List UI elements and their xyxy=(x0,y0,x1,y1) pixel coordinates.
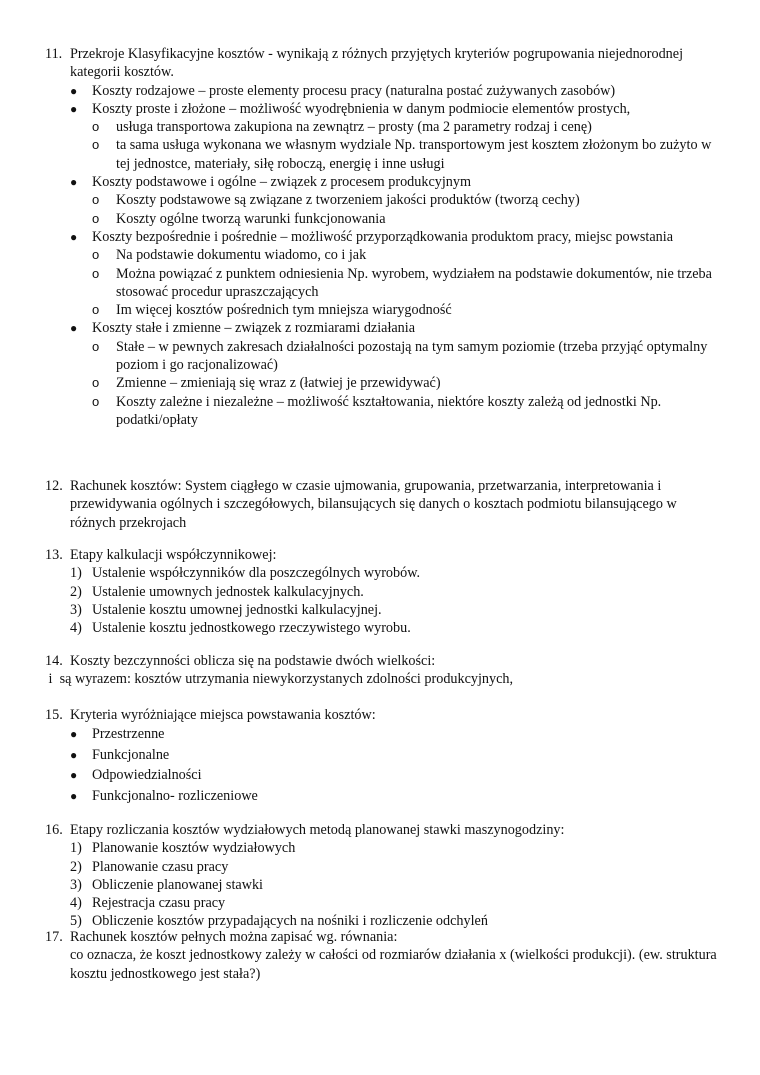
sub-bullet-marker: o xyxy=(92,302,100,318)
list-item-text: Koszty rodzajowe – proste elementy procesu pracy (naturalna postać zużywanych zasobów) xyxy=(92,82,616,99)
sub-list-item-text: Można powiązać z punktem odniesienia Np. wyrobem, wydziałem na podstawie dokumentów, nie trzeba stosować procedur upraszczających xyxy=(116,265,712,300)
section-number: 17. xyxy=(45,929,63,945)
sub-bullet-marker: o xyxy=(92,119,100,135)
list-item xyxy=(0,876,712,894)
sub-list-item-text: Koszty zależne i niezależne – możliwość kształtowania, niektóre koszty zależą od jednostki Np. podatki/opłaty xyxy=(116,393,662,428)
list-item-text: Funkcjonalne xyxy=(92,746,170,763)
sub-bullet-marker: o xyxy=(92,210,100,226)
section-15 xyxy=(0,706,760,806)
bullet-marker: ● xyxy=(70,727,78,742)
bullet-marker: ● xyxy=(70,229,78,244)
sub-list-item-text: Im więcej kosztów pośrednich tym mniejsza wiarygodność xyxy=(116,302,452,319)
list-number: 1) xyxy=(70,840,82,857)
list-number: 3) xyxy=(70,601,82,618)
sub-list-item xyxy=(0,191,716,209)
list-item-text: Koszty podstawowe i ogólne – związek z procesem produkcyjnym xyxy=(92,174,472,191)
list-item xyxy=(0,601,712,619)
section-number: 14. xyxy=(45,653,63,669)
section-text: co oznacza, że koszt jednostkowy zależy w całości od rozmiarów działania x (wielkości produkcji). (ew. struktura kosztu jednostkowego jest stała?) xyxy=(70,947,717,982)
section-title: Przekroje Klasyfikacyjne kosztów - wynikają z różnych przyjętych kryteriów pogrupowania niejednorodnej kategorii kosztów. xyxy=(70,46,684,81)
section-13 xyxy=(0,546,760,637)
section-title: Etapy kalkulacji współczynnikowej: xyxy=(70,547,277,563)
bullet-list xyxy=(0,724,760,806)
list-item-text: Ustalenie kosztu jednostkowego rzeczywistego wyrobu. xyxy=(92,620,411,637)
sub-list-item-text: Zmienne – zmieniają się wraz z (łatwiej je przewidywać) xyxy=(116,375,441,392)
sub-list-item-text: Koszty podstawowe są związane z tworzeniem jakości produktów (tworzą cechy) xyxy=(116,192,580,209)
list-item-text: Koszty stałe i zmienne – związek z rozmiarami działania xyxy=(92,320,416,337)
list-number: 2) xyxy=(70,858,82,875)
list-number: 5) xyxy=(70,913,82,930)
sub-list-item xyxy=(0,118,716,136)
sub-bullet-marker: o xyxy=(92,137,100,153)
section-14 xyxy=(0,652,760,689)
list-item xyxy=(0,894,712,912)
list-item-text: Koszty bezpośrednie i pośrednie – możliwość przyporządkowania produktom pracy, miejsc powstania xyxy=(92,228,673,245)
sub-bullet-marker: o xyxy=(92,192,100,208)
section-text: Rachunek kosztów: System ciągłego w czasie ujmowania, grupowania, przetwarzania, interpretowania i przewidywania ogólnych i szczegółowych, bilansujących się danych o kosztach podmiotu bilansującego w różnych przekrojach xyxy=(70,478,677,531)
list-number: 4) xyxy=(70,620,82,637)
list-number: 3) xyxy=(70,876,82,893)
sub-bullet-marker: o xyxy=(92,393,100,409)
section-11 xyxy=(0,45,760,429)
list-item xyxy=(0,228,712,246)
bullet-marker: ● xyxy=(70,83,78,98)
section-title: Kryteria wyróżniające miejsca powstawania kosztów: xyxy=(70,707,376,723)
sub-list-item xyxy=(0,338,716,375)
sub-list-item xyxy=(0,136,716,173)
sub-list-item xyxy=(0,393,716,430)
bullet-list xyxy=(0,82,760,430)
sub-list-item-text: Stałe – w pewnych zakresach działalności pozostają na tym samym poziomie (trzeba przyjąć optymalny poziom i go racjonalizować) xyxy=(116,338,708,374)
list-item-text: Obliczenie planowanej stawki xyxy=(92,876,263,893)
section-16 xyxy=(0,821,760,931)
numbered-list xyxy=(0,564,760,637)
list-item-text: Obliczenie kosztów przypadających na nośniki i rozliczenie odchyleń xyxy=(92,913,488,930)
list-item xyxy=(0,583,712,601)
list-item-text: Rejestracja czasu pracy xyxy=(92,895,226,912)
bullet-marker: ● xyxy=(70,768,78,783)
list-item xyxy=(0,82,712,100)
bullet-marker: ● xyxy=(70,747,78,762)
list-item xyxy=(0,765,712,786)
list-number: 4) xyxy=(70,895,82,912)
numbered-list xyxy=(0,839,760,930)
sub-list-item xyxy=(0,374,716,392)
list-item xyxy=(0,319,712,337)
list-item xyxy=(0,100,712,118)
list-item-text: Funkcjonalno- rozliczeniowe xyxy=(92,787,258,804)
section-title: Koszty bezczynności oblicza się na podstawie dwóch wielkości: xyxy=(70,653,436,669)
sub-bullet-marker: o xyxy=(92,375,100,391)
section-17 xyxy=(0,928,760,983)
list-item-text: Planowanie kosztów wydziałowych xyxy=(92,840,296,857)
section-number: 11. xyxy=(45,46,63,62)
list-item-text: Planowanie czasu pracy xyxy=(92,858,229,875)
list-item xyxy=(0,173,712,191)
list-item-text: Ustalenie współczynników dla poszczególnych wyrobów. xyxy=(92,565,421,582)
bullet-marker: ● xyxy=(70,175,78,190)
sub-list-item-text: ta sama usługa wykonana we własnym wydziale Np. transportowym jest kosztem złożonym bo zużyto w tej jednostce, materiały, siłę roboczą, energię i inne usługi xyxy=(116,137,712,172)
sub-list-item xyxy=(0,246,716,264)
sub-list-item xyxy=(0,301,716,319)
sub-list-item-text: Koszty ogólne tworzą warunki funkcjonowania xyxy=(116,210,386,227)
section-title: Rachunek kosztów pełnych można zapisać wg. równania: xyxy=(70,929,398,945)
list-item-text: Ustalenie umownych jednostek kalkulacyjnych. xyxy=(92,583,364,600)
sub-bullet-marker: o xyxy=(92,338,100,354)
list-item xyxy=(0,724,712,745)
section-title: Etapy rozliczania kosztów wydziałowych metodą planowanej stawki maszynogodziny: xyxy=(70,822,565,838)
list-item xyxy=(0,858,712,876)
list-item-text: Odpowiedzialności xyxy=(92,767,202,784)
list-item xyxy=(0,619,712,637)
list-item xyxy=(0,839,712,857)
bullet-marker: ● xyxy=(70,788,78,803)
list-item xyxy=(0,786,712,807)
sub-list-item-text: usługa transportowa zakupiona na zewnątrz – prosty (ma 2 parametry rodzaj i cenę) xyxy=(116,119,592,136)
list-item xyxy=(0,564,712,582)
sub-list-item-text: Na podstawie dokumentu wiadomo, co i jak xyxy=(116,247,367,264)
section-number: 12. xyxy=(45,478,63,494)
list-item xyxy=(0,745,712,766)
list-number: 1) xyxy=(70,565,82,582)
sub-bullet-marker: o xyxy=(92,247,100,263)
list-item-text: Koszty proste i złożone – możliwość wyodrębnienia w danym podmiocie elementów prostych, xyxy=(92,100,631,117)
section-number: 13. xyxy=(45,547,63,563)
section-number: 15. xyxy=(45,707,63,723)
bullet-marker: ● xyxy=(70,101,78,116)
list-item-text: Ustalenie kosztu umownej jednostki kalkulacyjnej. xyxy=(92,601,382,618)
section-text: i są wyrazem: kosztów utrzymania niewykorzystanych zdolności produkcyjnych, xyxy=(45,671,514,688)
bullet-marker: ● xyxy=(70,321,78,336)
sub-bullet-marker: o xyxy=(92,265,100,281)
list-item-text: Przestrzenne xyxy=(92,726,165,743)
sub-list-item xyxy=(0,210,716,228)
sub-list-item xyxy=(0,265,716,302)
section-number: 16. xyxy=(45,822,63,838)
list-number: 2) xyxy=(70,583,82,600)
